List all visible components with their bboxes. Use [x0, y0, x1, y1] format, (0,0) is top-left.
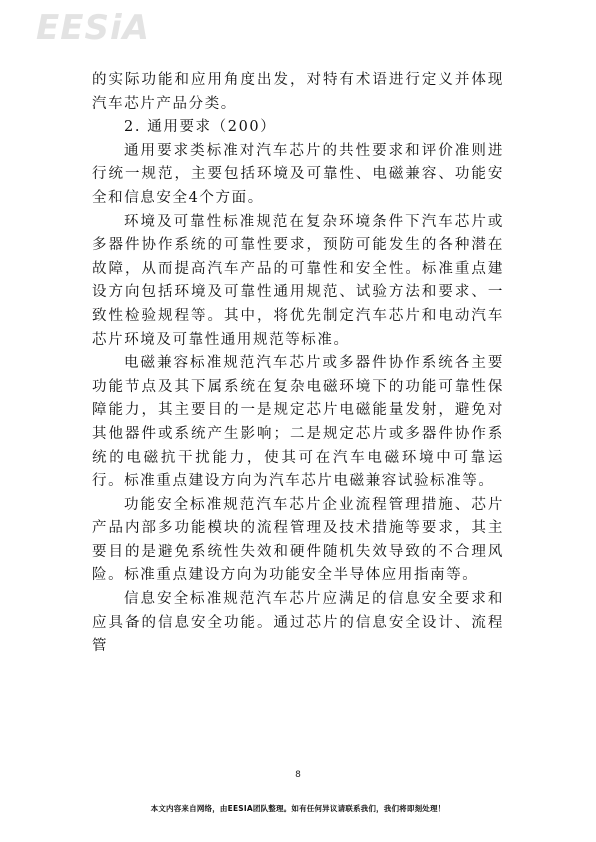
document-body: [92, 69, 504, 659]
paragraph-general-requirements: 通用要求类标准对汽车芯片的共性要求和评价准则进行统一规范，主要包括环境及可靠性、电磁兼容、功能安全和信息安全4个方面。: [92, 142, 504, 206]
paragraph-1: 的实际功能和应用角度出发，对特有术语进行定义并体现汽车芯片产品分类。: [92, 72, 504, 112]
paragraph-information-security: 信息安全标准规范汽车芯片应满足的信息安全要求和应具备的信息安全功能。通过芯片的信息安全设计、流程管: [92, 591, 504, 655]
footer-notice: 本文内容来自网络，由EESIA团队整理。如有任何异议请联系我们，我们将即刻处理！: [150, 804, 446, 813]
section-heading-general-requirements: 2. 通用要求（200）: [124, 119, 277, 136]
page-number: 8: [295, 770, 301, 780]
eesia-watermark-logo: EESiA: [36, 8, 150, 48]
paragraph-environment-reliability: 环境及可靠性标准规范在复杂环境条件下汽车芯片或多器件协作系统的可靠性要求，预防可能发生的各种潜在故障，从而提高汽车产品的可靠性和安全性。标准重点建设方向包括环境及可靠性通用规范、试验方法和要求、一致性检验规程等。其中，将优先制定汽车芯片和电动汽车芯片环境及可靠性通用规范等标准。: [92, 213, 504, 348]
paragraph-emc: 电磁兼容标准规范汽车芯片或多器件协作系统各主要功能节点及其下属系统在复杂电磁环境下的功能可靠性保障能力，其主要目的一是规定芯片电磁能量发射，避免对其他器件或系统产生影响；二是规定芯片或多器件协作系统的电磁抗干扰能力，使其可在汽车电磁环境中可靠运行。标准重点建设方向为汽车芯片电磁兼容试验标准等。: [92, 355, 504, 490]
paragraph-functional-safety: 功能安全标准规范汽车芯片企业流程管理措施、芯片产品内部多功能模块的流程管理及技术措施等要求，其主要目的是避免系统性失效和硬件随机失效导致的不合理风险。标准重点建设方向为功能安全半导体应用指南等。: [92, 496, 504, 584]
